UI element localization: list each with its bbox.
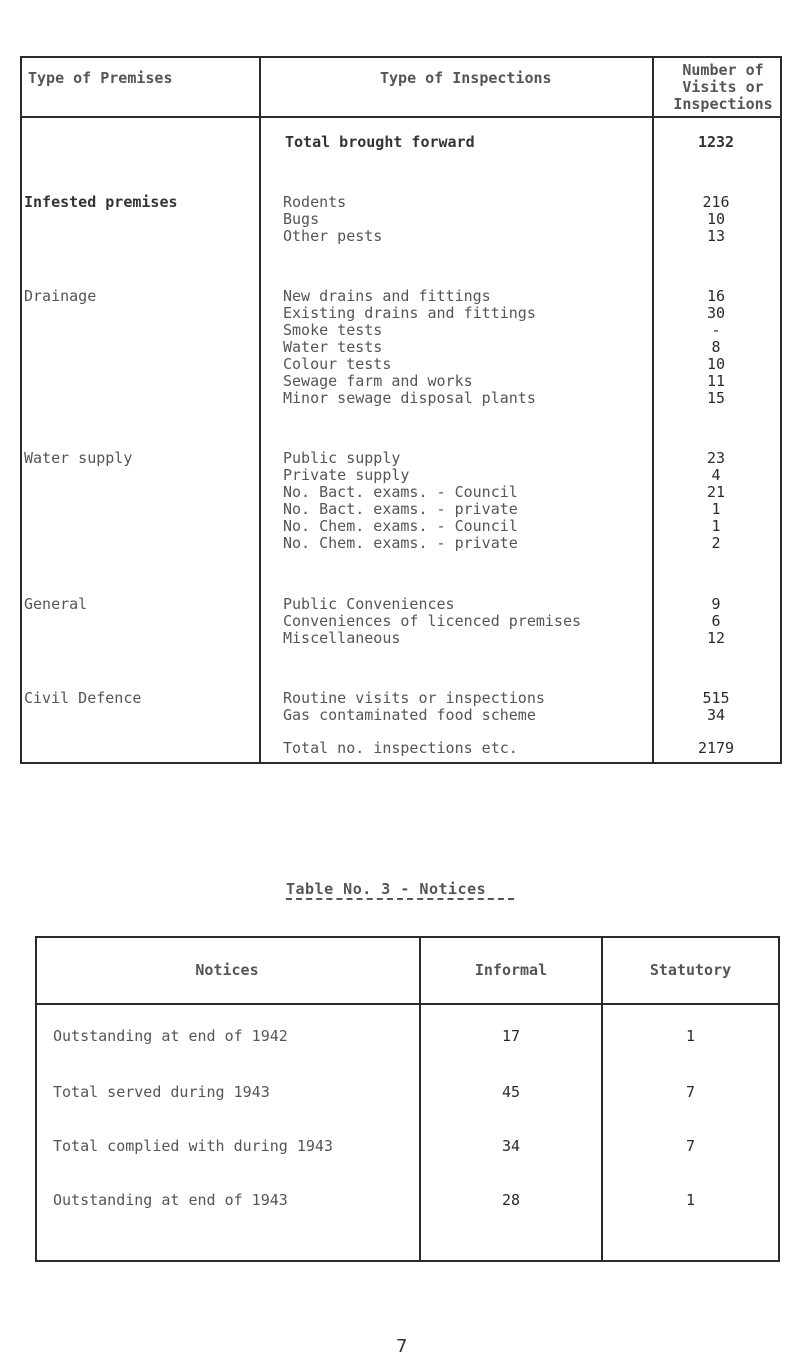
value-other-pests: 13: [706, 227, 726, 245]
category-civil-defence: Civil Defence: [24, 689, 142, 707]
header-informal: Informal: [474, 961, 548, 979]
category-drainage: Drainage: [24, 287, 97, 305]
item-gas-contaminated: Gas contaminated food scheme: [283, 706, 536, 724]
total-value: 2179: [697, 739, 735, 757]
caption-underline: [286, 898, 514, 900]
notice-row-label: Total complied with during 1943: [53, 1137, 333, 1155]
value-chem-private: 2: [711, 534, 721, 552]
column-divider-1: [259, 56, 261, 764]
table-border-bottom: [20, 762, 782, 764]
value-colour-tests: 10: [706, 355, 726, 373]
notices-table: [35, 936, 780, 1262]
item-existing-drains: Existing drains and fittings: [283, 304, 536, 322]
item-new-drains: New drains and fittings: [283, 287, 491, 305]
category-water-supply: Water supply: [24, 449, 133, 467]
inspections-table: [20, 56, 782, 764]
value-miscellaneous: 12: [706, 629, 726, 647]
category-general: General: [24, 595, 88, 613]
table-border-bottom: [35, 1260, 780, 1262]
item-smoke-tests: Smoke tests: [283, 321, 383, 339]
item-bugs: Bugs: [283, 210, 320, 228]
value-existing-drains: 30: [706, 304, 726, 322]
table-border-left: [35, 936, 37, 1262]
table-border-right: [780, 56, 782, 764]
value-private-supply: 4: [711, 466, 721, 484]
value-sewage-farm: 11: [706, 372, 726, 390]
item-chem-private: No. Chem. exams. - private: [283, 534, 518, 552]
table-border-right: [778, 936, 780, 1262]
value-routine-visits: 515: [702, 689, 730, 707]
value-rodents: 216: [702, 193, 730, 211]
header-rule: [35, 1003, 780, 1005]
table-border-left: [20, 56, 22, 764]
notice-row-statutory: 7: [685, 1137, 696, 1155]
item-rodents: Rodents: [283, 193, 347, 211]
item-chem-council: No. Chem. exams. - Council: [283, 517, 518, 535]
value-new-drains: 16: [706, 287, 726, 305]
item-public-supply: Public supply: [283, 449, 401, 467]
header-type-of-inspections: Type of Inspections: [380, 69, 552, 87]
value-minor-sewage: 15: [706, 389, 726, 407]
header-number-line-1: Number of: [682, 61, 764, 79]
header-rule: [20, 116, 782, 118]
value-chem-council: 1: [711, 517, 721, 535]
value-public-supply: 23: [706, 449, 726, 467]
notice-row-statutory: 7: [685, 1083, 696, 1101]
brought-forward-label: Total brought forward: [285, 133, 475, 151]
header-type-of-premises: Type of Premises: [28, 69, 173, 87]
value-water-tests: 8: [711, 338, 721, 356]
value-gas-contaminated: 34: [706, 706, 726, 724]
item-routine-visits: Routine visits or inspections: [283, 689, 545, 707]
item-other-pests: Other pests: [283, 227, 383, 245]
value-bugs: 10: [706, 210, 726, 228]
table-border-top: [20, 56, 782, 58]
notice-row-informal: 45: [501, 1083, 521, 1101]
notice-row-informal: 28: [501, 1191, 521, 1209]
category-infested-premises: Infested premises: [24, 193, 178, 211]
total-label: Total no. inspections etc.: [283, 739, 518, 757]
notice-row-statutory: 1: [685, 1027, 696, 1045]
item-public-conveniences: Public Conveniences: [283, 595, 455, 613]
value-public-conveniences: 9: [711, 595, 721, 613]
header-statutory: Statutory: [649, 961, 732, 979]
item-sewage-farm: Sewage farm and works: [283, 372, 473, 390]
header-notices: Notices: [195, 961, 259, 979]
value-bact-council: 21: [706, 483, 726, 501]
value-bact-private: 1: [711, 500, 721, 518]
notice-row-label: Outstanding at end of 1942: [53, 1027, 288, 1045]
item-licenced-conveniences: Conveniences of licenced premises: [283, 612, 582, 630]
value-smoke-tests: -: [711, 321, 721, 339]
table-caption: Table No. 3 - Notices: [286, 880, 487, 898]
table-border-top: [35, 936, 780, 938]
header-number-line-3: Inspections: [673, 95, 773, 113]
item-bact-council: No. Bact. exams. - Council: [283, 483, 518, 501]
item-colour-tests: Colour tests: [283, 355, 392, 373]
column-divider-2: [652, 56, 654, 764]
item-miscellaneous: Miscellaneous: [283, 629, 401, 647]
item-minor-sewage: Minor sewage disposal plants: [283, 389, 536, 407]
notice-row-label: Outstanding at end of 1943: [53, 1191, 288, 1209]
notice-row-label: Total served during 1943: [53, 1083, 270, 1101]
notice-row-informal: 17: [501, 1027, 521, 1045]
header-number-of-visits: [668, 62, 778, 113]
page-number: 7: [396, 1336, 408, 1357]
item-bact-private: No. Bact. exams. - private: [283, 500, 518, 518]
header-number-line-2: Visits or: [682, 78, 764, 96]
item-water-tests: Water tests: [283, 338, 383, 356]
notice-row-statutory: 1: [685, 1191, 696, 1209]
value-licenced-conveniences: 6: [711, 612, 721, 630]
brought-forward-value: 1232: [697, 133, 735, 151]
notice-row-informal: 34: [501, 1137, 521, 1155]
item-private-supply: Private supply: [283, 466, 410, 484]
